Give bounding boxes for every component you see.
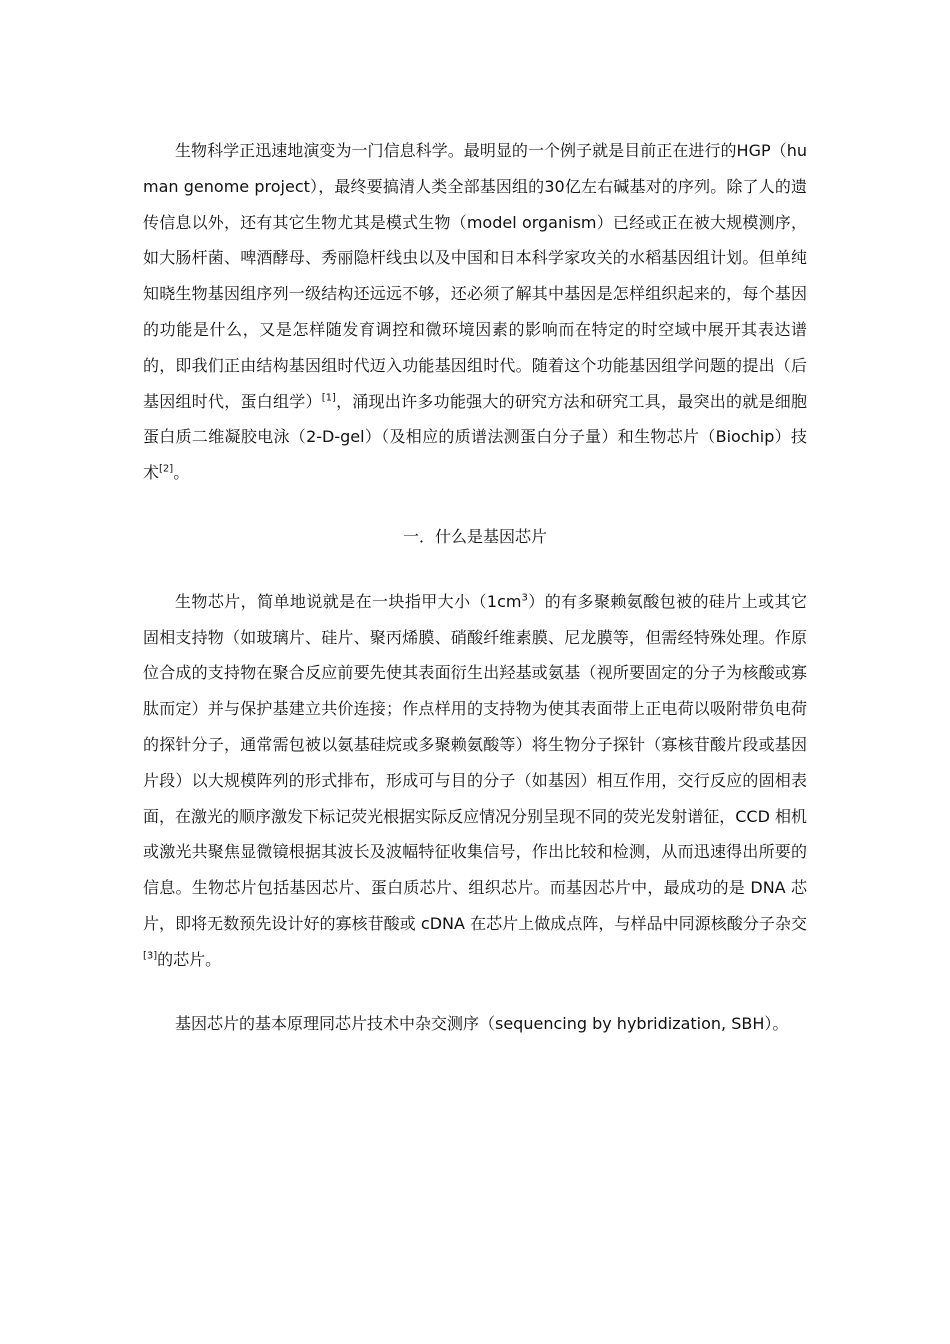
paragraph-biochip-text-c: 的芯片。	[157, 949, 222, 969]
paragraph-biochip-definition	[143, 584, 807, 978]
citation-ref-1: [1]	[321, 392, 336, 404]
paragraph-intro-text-a: 生物科学正迅速地演变为一门信息科学。最明显的一个例子就是目前正在进行的HGP（human genome project），最终要搞清人类全部基因组的30亿左右碱基对的序列。除了人的遗传信息以外，还有其它生物尤其是模式生物（model organism）已经或正在被大规模测序，如大肠杆菌、啤酒酵母、秀丽隐杆线虫以及中国和日本科学家攻关的水稻基因组计划。但单纯知晓生物基因组序列一级结构还远远不够，还必须了解其中基因是怎样组织起来的，每个基因的功能是什么，又是怎样随发育调控和微环境因素的影响而在特定的时空域中展开其表达谱的，即我们正由结构基因组时代迈入功能基因组时代。随着这个功能基因组学问题的提出（后基因组时代，蛋白组学）	[143, 141, 807, 411]
section-heading: 一．什么是基因芯片	[402, 526, 547, 546]
paragraph-intro-text-b: ，涌现出许多功能强大的研究方法和研究工具，最突出的就是细胞蛋白质二维凝胶电泳（2-D-gel）（及相应的质谱法测蛋白分子量）和生物芯片（Biochip）技术	[143, 391, 807, 483]
citation-ref-2: [2]	[159, 463, 174, 475]
paragraph-intro-text-c: 。	[173, 463, 190, 483]
paragraph-intro	[143, 133, 807, 491]
citation-ref-3: [3]	[143, 950, 158, 962]
unit-superscript: 3	[521, 592, 528, 604]
paragraph-principle: 基因芯片的基本原理同芯片技术中杂交测序（sequencing by hybridization, SBH）。	[175, 1013, 789, 1033]
paragraph-biochip-text-a: 生物芯片，简单地说就是在一块指甲大小（1cm	[175, 591, 522, 611]
document-body	[143, 133, 807, 1041]
paragraph-biochip-text-b: ）的有多聚赖氨酸包被的硅片上或其它固相支持物（如玻璃片、硅片、聚丙烯膜、硝酸纤维素膜、尼龙膜等，但需经特殊处理。作原位合成的支持物在聚合反应前要先使其表面衍生出羟基或氨基（视所要固定的分子为核酸或寡肽而定）并与保护基建立共价连接；作点样用的支持物为使其表面带上正电荷以吸附带负电荷的探针分子，通常需包被以氨基硅烷或多聚赖氨酸等）将生物分子探针（寡核苷酸片段或基因片段）以大规模阵列的形式排布，形成可与目的分子（如基因）相互作用，交行反应的固相表面，在激光的顺序激发下标记荧光根据实际反应情况分别呈现不同的荧光发射谱征，CCD 相机或激光共聚焦显微镜根据其波长及波幅特征收集信号，作出比较和检测，从而迅速得出所要的信息。生物芯片包括基因芯片、蛋白质芯片、组织芯片。而基因芯片中，最成功的是 DNA 芯片，即将无数预先设计好的寡核苷酸或 cDNA 在芯片上做成点阵，与样品中同源核酸分子杂交	[143, 591, 807, 933]
